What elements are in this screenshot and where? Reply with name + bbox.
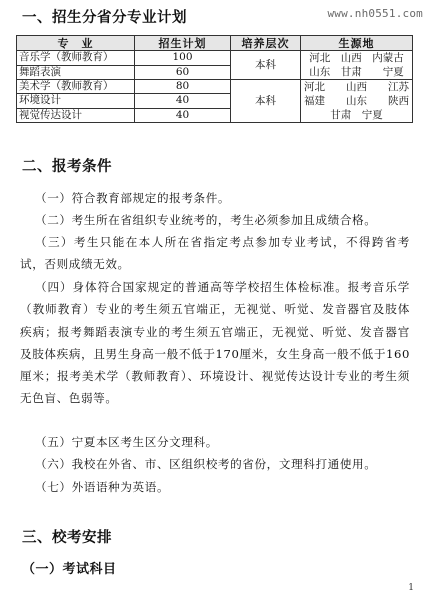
major-cell: 舞蹈表演 [17, 65, 135, 80]
major-cell: 视觉传达设计 [17, 108, 135, 122]
condition-item-4: （四）身体符合国家规定的普通高等学校招生体检标准。报考音乐学（教师教育）专业的考生须五官端正，无视觉、听觉、发音器官及肢体疾病；报考舞蹈表演专业的考生须五官端正，无视觉、听觉、发音器官及肢体疾病，且男生身高一般不低于170厘米，女生身高一般不低于160厘米；报考美术学（教师教育）、环境设计、视觉传达设计专业的考生须无色盲、色弱等。 [20, 280, 410, 406]
source-cell: 河北 山西 江苏 福建 山东 陕西 甘肃 宁夏 [301, 80, 413, 123]
condition-item-3: （三）考生只能在本人所在省指定考点参加专业考试，不得跨省考试，否则成绩无效。 [20, 235, 410, 272]
source-cell: 河北 山西 内蒙古 山东 甘肃 宁夏 [301, 51, 413, 80]
condition-item-7: （七）外语语种为英语。 [35, 480, 170, 494]
enrollment-plan-table [16, 35, 430, 123]
table-row [17, 80, 413, 94]
condition-item-5: （五）宁夏本区考生区分文理科。 [35, 435, 218, 449]
level-cell: 本科 [231, 51, 301, 80]
major-cell: 环境设计 [17, 94, 135, 108]
table-header-row [17, 36, 413, 51]
level-cell: 本科 [231, 80, 301, 123]
major-cell: 美术学（教师教育） [17, 80, 135, 94]
condition-item-1: （一）符合教育部规定的报考条件。 [35, 191, 231, 205]
subsection-heading-subjects: （一）考试科目 [22, 562, 117, 577]
plan-cell: 60 [135, 65, 231, 80]
plan-cell: 100 [135, 51, 231, 66]
plan-cell: 40 [135, 94, 231, 108]
plan-cell: 40 [135, 108, 231, 122]
condition-item-2: （二）考生所在省组织专业统考的，考生必须参加且成绩合格。 [35, 213, 377, 227]
column-header: 招生计划 [135, 36, 231, 51]
major-cell: 音乐学（教师教育） [17, 51, 135, 66]
plan-cell: 80 [135, 80, 231, 94]
section-heading-conditions: 二、报考条件 [22, 159, 112, 175]
watermark: www.nh0551.com [327, 7, 423, 20]
column-header: 培养层次 [231, 36, 301, 51]
table-row [17, 51, 413, 66]
section-heading-exam: 三、校考安排 [22, 530, 112, 546]
column-header: 专 业 [17, 36, 135, 51]
page-number: 1 [408, 583, 414, 593]
column-header: 生源地 [301, 36, 413, 51]
section-heading-plan: 一、招生分省分专业计划 [22, 10, 187, 26]
condition-item-6: （六）我校在外省、市、区组织校考的省份，文理科打通使用。 [35, 457, 377, 471]
